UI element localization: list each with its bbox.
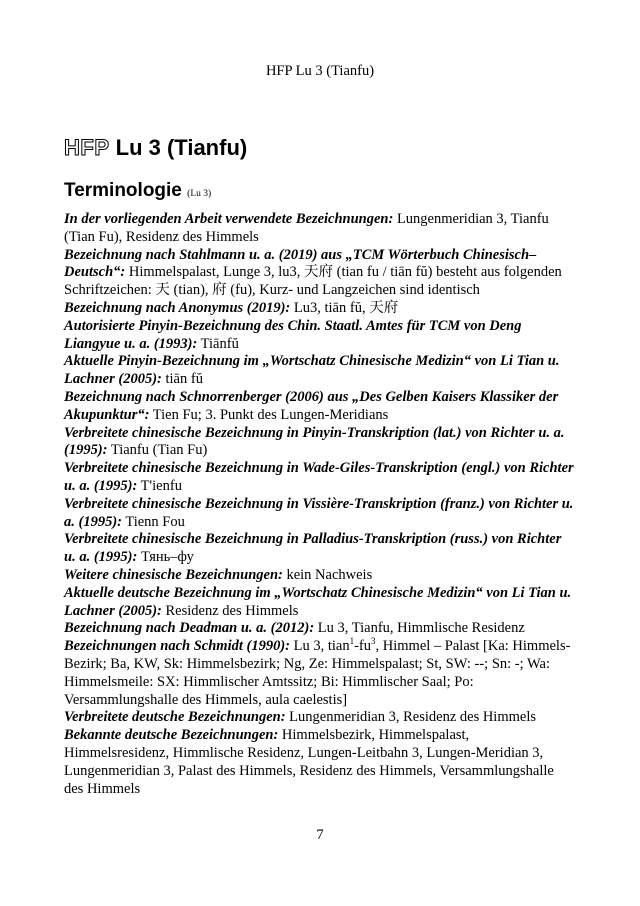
entry-deng-liangyue xyxy=(64,318,574,354)
entry-text: Тянь–фу xyxy=(137,549,194,566)
entry-label: Aktuelle Pinyin-Bezeichnung im „Wortschatz Chinesische Medizin“ von Li Tian u. Lachner (2005): xyxy=(64,353,560,388)
entry-text: Lu 3, tian xyxy=(289,638,350,655)
entry-label: Bezeichnung nach Anonymus (2019): xyxy=(64,299,291,316)
entry-label: Verbreitete deutsche Bezeichnungen: xyxy=(64,709,286,726)
entry-used-terms xyxy=(64,211,574,247)
entry-richter-vissiere xyxy=(64,496,574,532)
entry-label: Aktuelle deutsche Bezeichnung im „Wortschatz Chinesische Medizin“ von Li Tian u. Lachner (2005): xyxy=(64,584,572,619)
entry-label: Bezeichnung nach Stahlmann u. a. (2019) aus „TCM Wörterbuch Chinesisch–Deutsch“: xyxy=(64,246,537,281)
page-number: 7 xyxy=(316,827,324,843)
entry-text: Lu 3, Tianfu, Himmlische Residenz xyxy=(314,620,525,637)
entry-text: Tiānfŭ xyxy=(197,335,239,352)
chapter-prefix: HFP xyxy=(64,135,110,160)
entry-text: Lu3, tiān fŭ, 天府 xyxy=(290,299,399,316)
entry-schmidt xyxy=(64,638,574,709)
chapter-title: Lu 3 (Tianfu) xyxy=(115,135,248,160)
entry-text: T'ienfu xyxy=(137,477,182,494)
entry-text: -fu xyxy=(354,638,372,655)
entry-text: Tienn Fou xyxy=(122,513,185,530)
entry-label: Bekannte deutsche Bezeichnungen: xyxy=(64,727,279,744)
entry-known-german xyxy=(64,727,574,798)
entry-deadman xyxy=(64,620,574,638)
running-head: HFP Lu 3 (Tianfu) xyxy=(265,63,375,79)
entry-label: Verbreitete chinesische Bezeichnung in Vissière-Transkription (franz.) von Richter u. a. (1995): xyxy=(64,495,574,530)
entry-richter-wade-giles xyxy=(64,460,574,496)
chapter-heading xyxy=(64,135,247,161)
entry-li-tian-german xyxy=(64,585,574,621)
entry-label: Autorisierte Pinyin-Bezeichnung des Chin. Staatl. Amtes für TCM von Deng Liangyue u. a. (1993): xyxy=(64,317,522,352)
entry-text: Lungenmeridian 3, Residenz des Himmels xyxy=(285,709,537,726)
entry-text: Lungenmeridian 3, Tianfu (Tian Fu), Residenz des Himmels xyxy=(64,211,549,245)
entry-text: Tianfu (Tian Fu) xyxy=(107,442,208,459)
entry-label: Verbreitete chinesische Bezeichnung in Pinyin-Transkription (lat.) von Richter u. a. (1995): xyxy=(64,424,565,459)
entry-common-german xyxy=(64,709,574,727)
superscript: 1 xyxy=(349,636,355,647)
entry-schnorrenberger xyxy=(64,389,574,425)
entry-label: Verbreitete chinesische Bezeichnung in Wade-Giles-Transkription (engl.) von Richter u. a. (1995): xyxy=(64,460,574,494)
section-heading xyxy=(64,180,211,202)
entry-richter-palladius xyxy=(64,531,574,567)
entry-label: Weitere chinesische Bezeichnungen: xyxy=(64,566,283,583)
entry-text: Tien Fu; 3. Punkt des Lungen-Meridians xyxy=(149,406,389,423)
terminology-body xyxy=(64,211,574,798)
entry-text: Himmelsbezirk, Himmelspalast, Himmelsresidenz, Himmlische Residenz, Lungen-Leitbahn 3, Lungen-Meridian 3, Lungenmeridian 3, Palast des Himmels, Residenz des Himmels, Versammlungshalle des Himmels xyxy=(64,727,554,797)
superscript: 3 xyxy=(371,636,376,647)
entry-li-tian-pinyin xyxy=(64,353,574,389)
entry-other-chinese xyxy=(64,567,574,585)
entry-label: Bezeichnungen nach Schmidt (1990): xyxy=(64,638,290,655)
entry-text: Residenz des Himmels xyxy=(161,602,299,619)
entry-richter-pinyin xyxy=(64,425,574,461)
entry-label: Bezeichnung nach Deadman u. a. (2012): xyxy=(64,620,315,637)
entry-text: , Himmel – Palast [Ka: Himmels-Bezirk; Ba, KW, Sk: Himmelsbezirk; Ng, Ze: Himmelspalast; St, SW: --; Sn: -; Wa: Himmelsmeile: SX: Himmlischer Amtssitz; Bi: Himmlischer Saal; Po: Versammlungshalle des Himmels, aula caelestis] xyxy=(64,638,571,708)
entry-text: kein Nachweis xyxy=(282,566,373,583)
entry-stahlmann xyxy=(64,247,574,300)
entry-label: Verbreitete chinesische Bezeichnung in Palladius-Transkription (russ.) von Richter u. a. (1995): xyxy=(64,531,562,566)
entry-text: tiān fŭ xyxy=(161,371,203,388)
entry-label: In der vorliegenden Arbeit verwendete Bezeichnungen: xyxy=(64,211,394,227)
entry-text: Himmelspalast, Lunge 3, lu3, 天府 (tian fu / tiān fŭ) besteht aus folgenden Schriftzeichen: 天 (tian), 府 (fu), Kurz- und Langzeichen sind identisch xyxy=(64,264,562,299)
entry-anonymus xyxy=(64,300,574,318)
entry-label: Bezeichnung nach Schnorrenberger (2006) aus „Des Gelben Kaisers Klassiker der Akupunktur“: xyxy=(64,388,559,423)
section-title: Terminologie xyxy=(64,180,182,201)
section-subtitle: (Lu 3) xyxy=(187,189,212,199)
